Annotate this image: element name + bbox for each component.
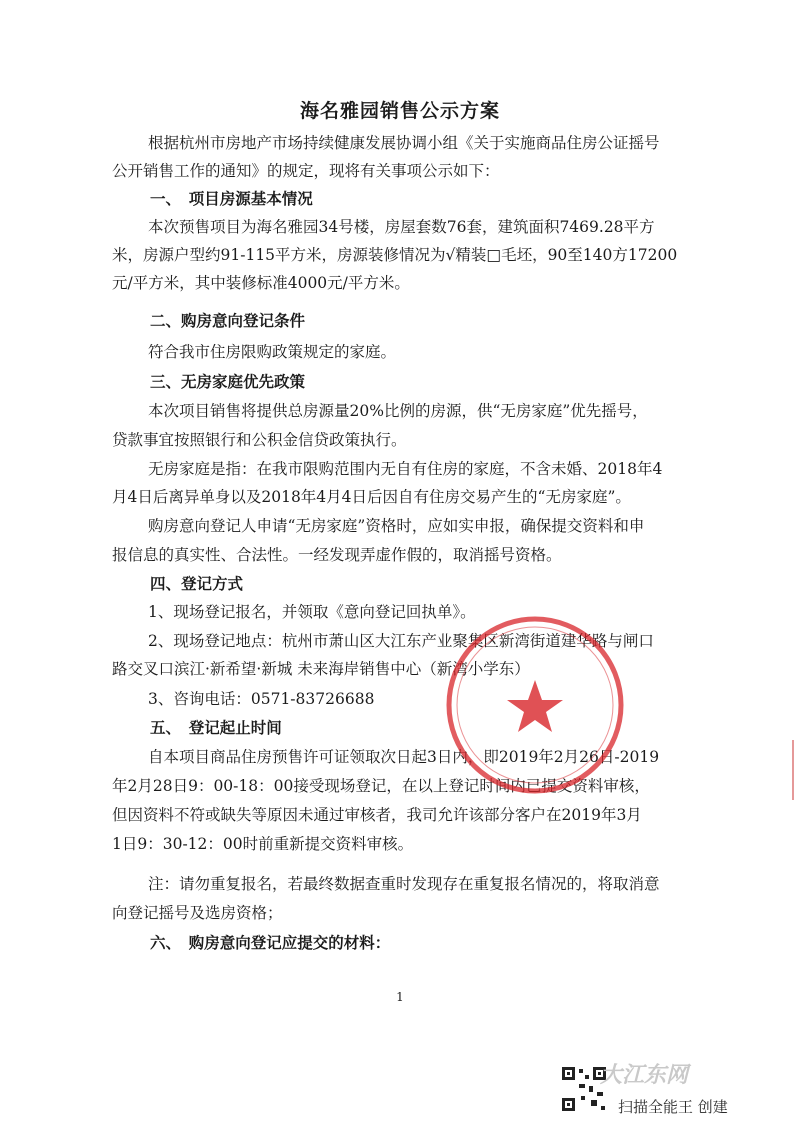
section-4-line-2: 2、现场登记地点：杭州市萧山区大江东产业聚集区新湾街道建华路与闸口	[148, 632, 654, 650]
page-number: 1	[396, 990, 404, 1004]
section-5-line-2: 年2月28日9：00-18：00接受现场登记，在以上登记时间内已提交资料审核，	[112, 777, 650, 795]
section-2-line-1: 符合我市住房限购政策规定的家庭。	[148, 343, 397, 361]
section-2-heading: 二、购房意向登记条件	[150, 311, 306, 330]
section-1-line-2: 米，房源户型约91-115平方米，房源装修情况为√精装□毛坯，90至140方17200	[112, 246, 678, 264]
note-line-2: 向登记摇号及选房资格；	[112, 904, 283, 922]
section-3-line-2: 贷款事宜按照银行和公积金信贷政策执行。	[112, 431, 407, 449]
intro-line-1: 根据杭州市房地产市场持续健康发展协调小组《关于实施商品住房公证摇号	[148, 134, 660, 152]
scanner-caption: 扫描全能王 创建	[618, 1098, 728, 1116]
section-5-line-1: 自本项目商品住房预售许可证领取次日起3日内，即2019年2月26日-2019	[148, 748, 660, 766]
section-5-line-4: 1日9：30-12：00时前重新提交资料审核。	[112, 835, 414, 853]
intro-line-2: 公开销售工作的通知》的规定，现将有关事项公示如下：	[112, 162, 500, 180]
section-4-heading: 四、登记方式	[150, 574, 244, 593]
section-3-line-6: 报信息的真实性、合法性。一经发现弄虚作假的，取消摇号资格。	[112, 546, 562, 564]
section-3-line-5: 购房意向登记人申请“无房家庭”资格时，应如实申报，确保提交资料和申	[148, 517, 645, 535]
section-1-line-1: 本次预售项目为海名雅园34号楼，房屋套数76套，建筑面积7469.28平方	[148, 218, 655, 236]
document-title: 海名雅园销售公示方案	[299, 100, 500, 122]
section-1-heading: 一、 项目房源基本情况	[150, 189, 313, 208]
note-line-1: 注：请勿重复报名，若最终数据查重时发现存在重复报名情况的，将取消意	[148, 875, 660, 893]
section-4-line-1: 1、现场登记报名，并领取《意向登记回执单》。	[148, 603, 476, 621]
section-4-line-3: 路交叉口滨江·新希望·新城 未来海岸销售中心（新湾小学东）	[112, 660, 530, 678]
section-3-line-4: 月4日后离异单身以及2018年4月4日后因自有住房交易产生的“无房家庭”。	[112, 488, 631, 506]
section-3-line-3: 无房家庭是指：在我市限购范围内无自有住房的家庭，不含未婚、2018年4	[148, 460, 663, 478]
company-seal-icon	[440, 610, 630, 800]
page-edge-mark	[792, 740, 794, 800]
watermark-logo: 大江东网	[600, 1063, 689, 1088]
section-3-heading: 三、无房家庭优先政策	[150, 372, 306, 391]
section-1-line-3: 元/平方米，其中装修标准4000元/平方米。	[112, 274, 410, 292]
section-6-heading: 六、 购房意向登记应提交的材料：	[150, 933, 391, 952]
section-4-line-4: 3、咨询电话：0571-83726688	[148, 690, 375, 708]
section-5-heading: 五、 登记起止时间	[150, 718, 282, 737]
section-3-line-1: 本次项目销售将提供总房源量20%比例的房源，供“无房家庭”优先摇号，	[148, 402, 648, 420]
section-5-line-3: 但因资料不符或缺失等原因未通过审核者，我司允许该部分客户在2019年3月	[112, 806, 642, 824]
